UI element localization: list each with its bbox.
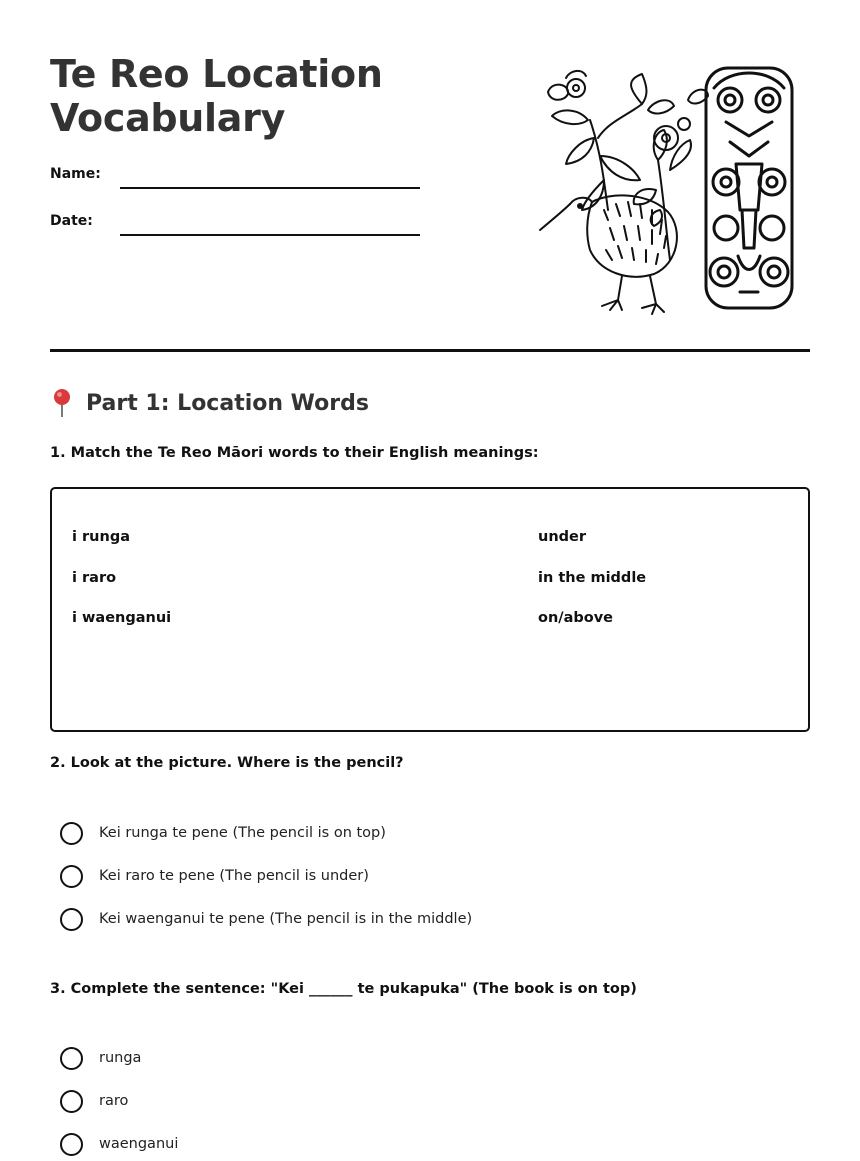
- match-right-word[interactable]: in the middle: [538, 570, 647, 586]
- radio-button[interactable]: [60, 1133, 83, 1156]
- name-label: Name:: [50, 166, 101, 182]
- question-3-prompt: 3. Complete the sentence: "Kei ______ te pukapuka" (The book is on top): [50, 981, 637, 997]
- section-heading: [50, 388, 369, 418]
- question-1-prompt: 1. Match the Te Reo Māori words to their English meanings:: [50, 445, 539, 461]
- q3-option-label: runga: [99, 1050, 142, 1066]
- q2-option[interactable]: [60, 821, 386, 845]
- radio-button[interactable]: [60, 865, 83, 888]
- q3-option-label: waenganui: [99, 1136, 179, 1152]
- q3-option-label: raro: [99, 1093, 129, 1109]
- match-left-word[interactable]: i raro: [72, 570, 117, 586]
- name-field[interactable]: [120, 187, 420, 189]
- match-left-word[interactable]: i runga: [72, 529, 130, 545]
- q2-option-label: Kei waenganui te pene (The pencil is in the middle): [99, 911, 473, 927]
- q2-option[interactable]: [60, 864, 369, 888]
- worksheet-title: [50, 52, 383, 140]
- header-divider: [50, 349, 810, 352]
- q3-option[interactable]: [60, 1089, 128, 1113]
- date-field[interactable]: [120, 234, 420, 236]
- q3-option[interactable]: [60, 1132, 178, 1156]
- flower-branch-illustration: [548, 71, 708, 260]
- q3-option[interactable]: [60, 1046, 141, 1070]
- radio-button[interactable]: [60, 822, 83, 845]
- match-left-word[interactable]: i waenganui: [72, 610, 172, 626]
- q2-option[interactable]: [60, 907, 472, 931]
- carved-pou-illustration: [706, 68, 792, 308]
- title-line-1: Te Reo Location: [50, 52, 383, 96]
- match-right-word[interactable]: under: [538, 529, 587, 545]
- matching-box: [50, 487, 810, 732]
- radio-button[interactable]: [60, 1090, 83, 1113]
- q2-option-label: Kei raro te pene (The pencil is under): [99, 868, 369, 884]
- title-line-2: Vocabulary: [50, 96, 286, 140]
- match-right-word[interactable]: on/above: [538, 610, 613, 626]
- pin-icon: [50, 388, 74, 418]
- question-2-prompt: 2. Look at the picture. Where is the pencil?: [50, 755, 404, 771]
- section-title: Part 1: Location Words: [86, 390, 369, 416]
- radio-button[interactable]: [60, 1047, 83, 1070]
- kiwi-bird-illustration: [540, 195, 677, 314]
- radio-button[interactable]: [60, 908, 83, 931]
- date-label: Date:: [50, 213, 93, 229]
- maori-illustration: [530, 60, 800, 315]
- q2-option-label: Kei runga te pene (The pencil is on top): [99, 825, 386, 841]
